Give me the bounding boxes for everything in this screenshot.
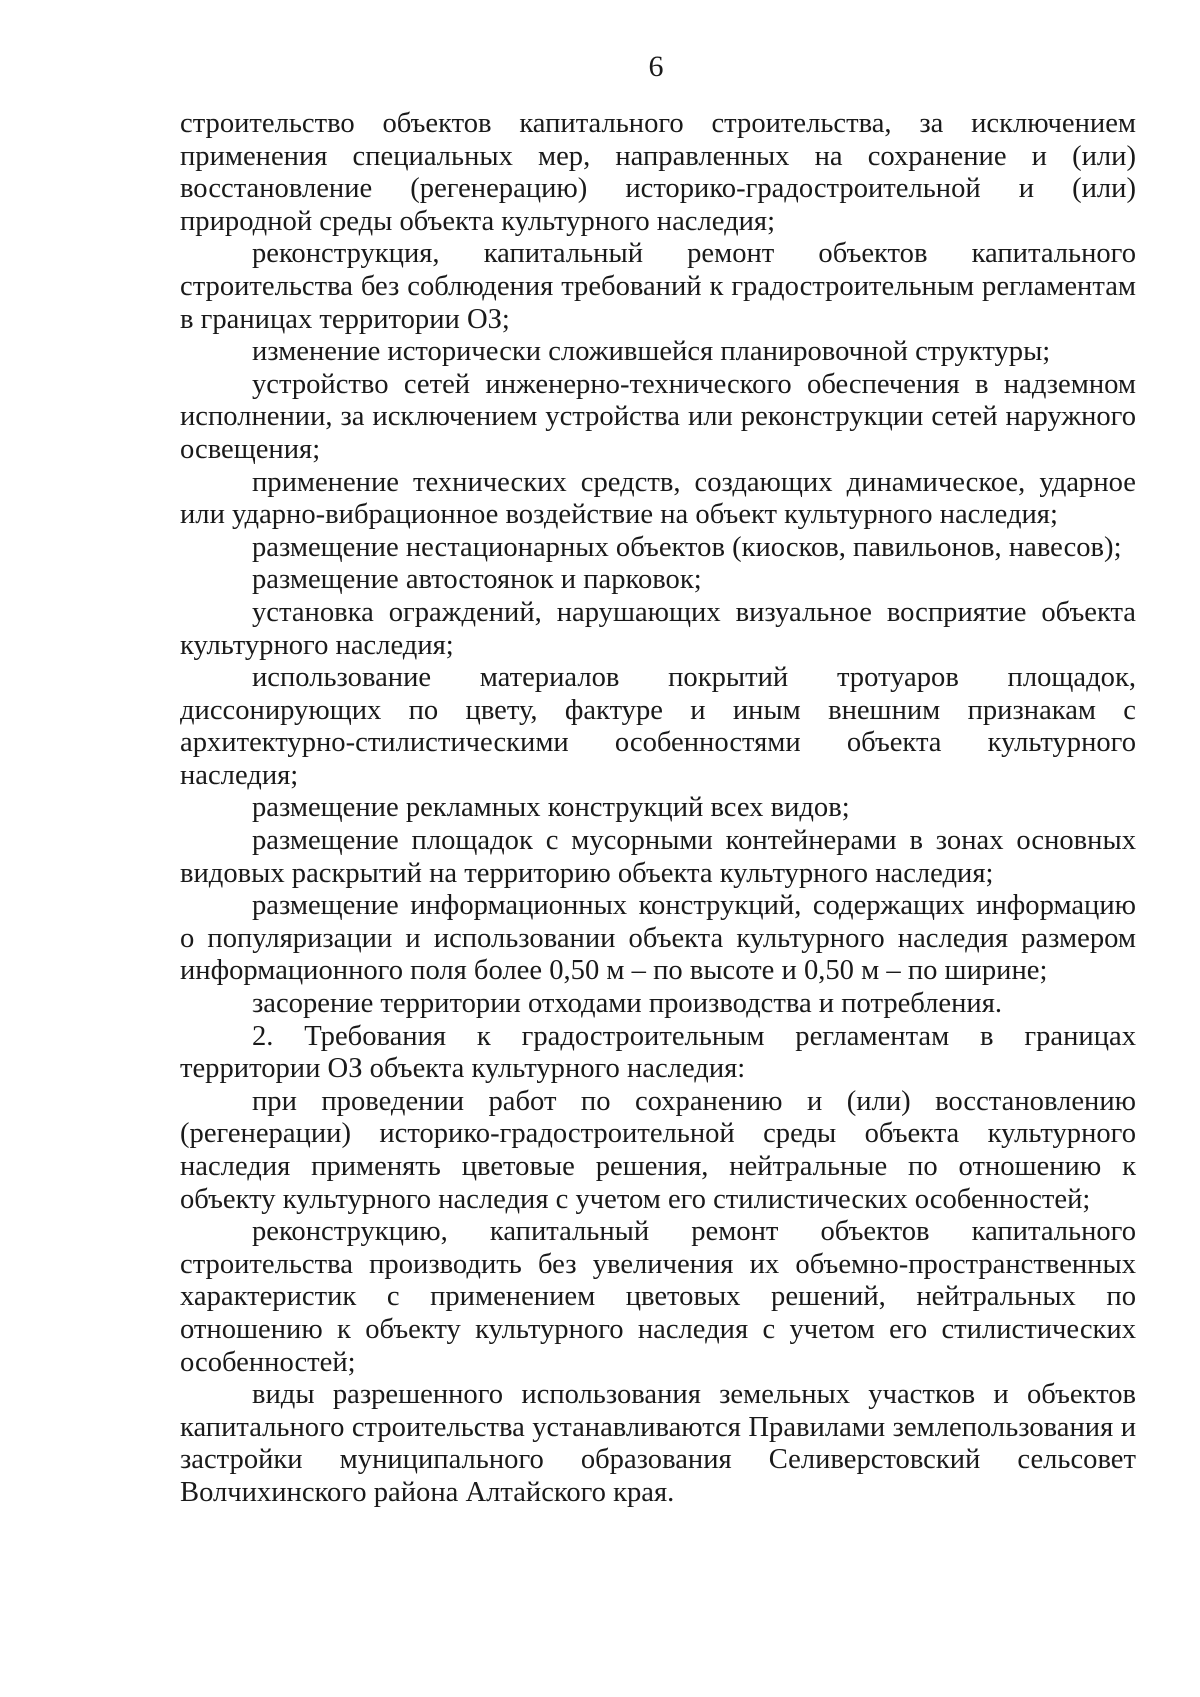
paragraph: размещение площадок с мусорными контейнерами в зонах основных видовых раскрытий на территорию объекта культурного наследия; — [180, 825, 1136, 889]
paragraph: при проведении работ по сохранению и (или) восстановлению (регенерации) историко-градостроительной среды объекта культурного наследия применять цветовые решения, нейтральные по отношению к объекту культурного наследия с учетом его стилистических особенностей; — [180, 1085, 1136, 1215]
page-number: 6 — [648, 50, 664, 83]
paragraph: использование материалов покрытий тротуаров площадок, диссонирующих по цвету, фактуре и иным внешним признакам с архитектурно-стилистическими особенностями объекта культурного наследия; — [180, 662, 1136, 791]
paragraph: размещение рекламных конструкций всех видов; — [252, 792, 850, 824]
paragraph: размещение автостоянок и парковок; — [252, 564, 702, 596]
paragraph: размещение нестационарных объектов (киосков, павильонов, навесов); — [252, 531, 1122, 563]
paragraph: засорение территории отходами производства и потребления. — [252, 988, 1003, 1020]
paragraph: виды разрешенного использования земельных участков и объектов капитального строительства устанавливаются Правилами землепользования и застройки муниципального образования Селиверстовский сельсовет Волчихинского района Алтайского края. — [180, 1379, 1136, 1508]
paragraph: применение технических средств, создающих динамическое, ударное или ударно-вибрационное воздействие на объект культурного наследия; — [180, 466, 1136, 531]
paragraph: размещение информационных конструкций, содержащих информацию о популяризации и использовании объекта культурного наследия размером информационного поля более 0,50 м – по высоте и 0,50 м – по ширине; — [180, 890, 1136, 987]
section-heading-paragraph: 2. Требования к градостроительным регламентам в границах территории ОЗ объекта культурного наследия: — [180, 1020, 1136, 1085]
paragraph: реконструкция, капитальный ремонт объектов капитального строительства без соблюдения требований к градостроительным регламентам в границах территории ОЗ; — [180, 238, 1136, 335]
document-body — [180, 108, 1136, 1510]
paragraph: реконструкцию, капитальный ремонт объектов капитального строительства производить без увеличения их объемно-пространственных характеристик с применением цветовых решений, нейтральных по отношению к объекту культурного наследия с учетом его стилистических особенностей; — [180, 1216, 1136, 1378]
paragraph: устройство сетей инженерно-технического обеспечения в надземном исполнении, за исключением устройства или реконструкции сетей наружного освещения; — [180, 368, 1136, 465]
paragraph: установка ограждений, нарушающих визуальное восприятие объекта культурного наследия; — [180, 596, 1136, 661]
paragraph: изменение исторически сложившейся планировочной структуры; — [252, 336, 1051, 368]
paragraph: строительство объектов капитального строительства, за исключением применения специальных мер, направленных на сохранение и (или) восстановление (регенерацию) историко-градостроительной и (или) природной среды объекта культурного наследия; — [180, 108, 1136, 237]
